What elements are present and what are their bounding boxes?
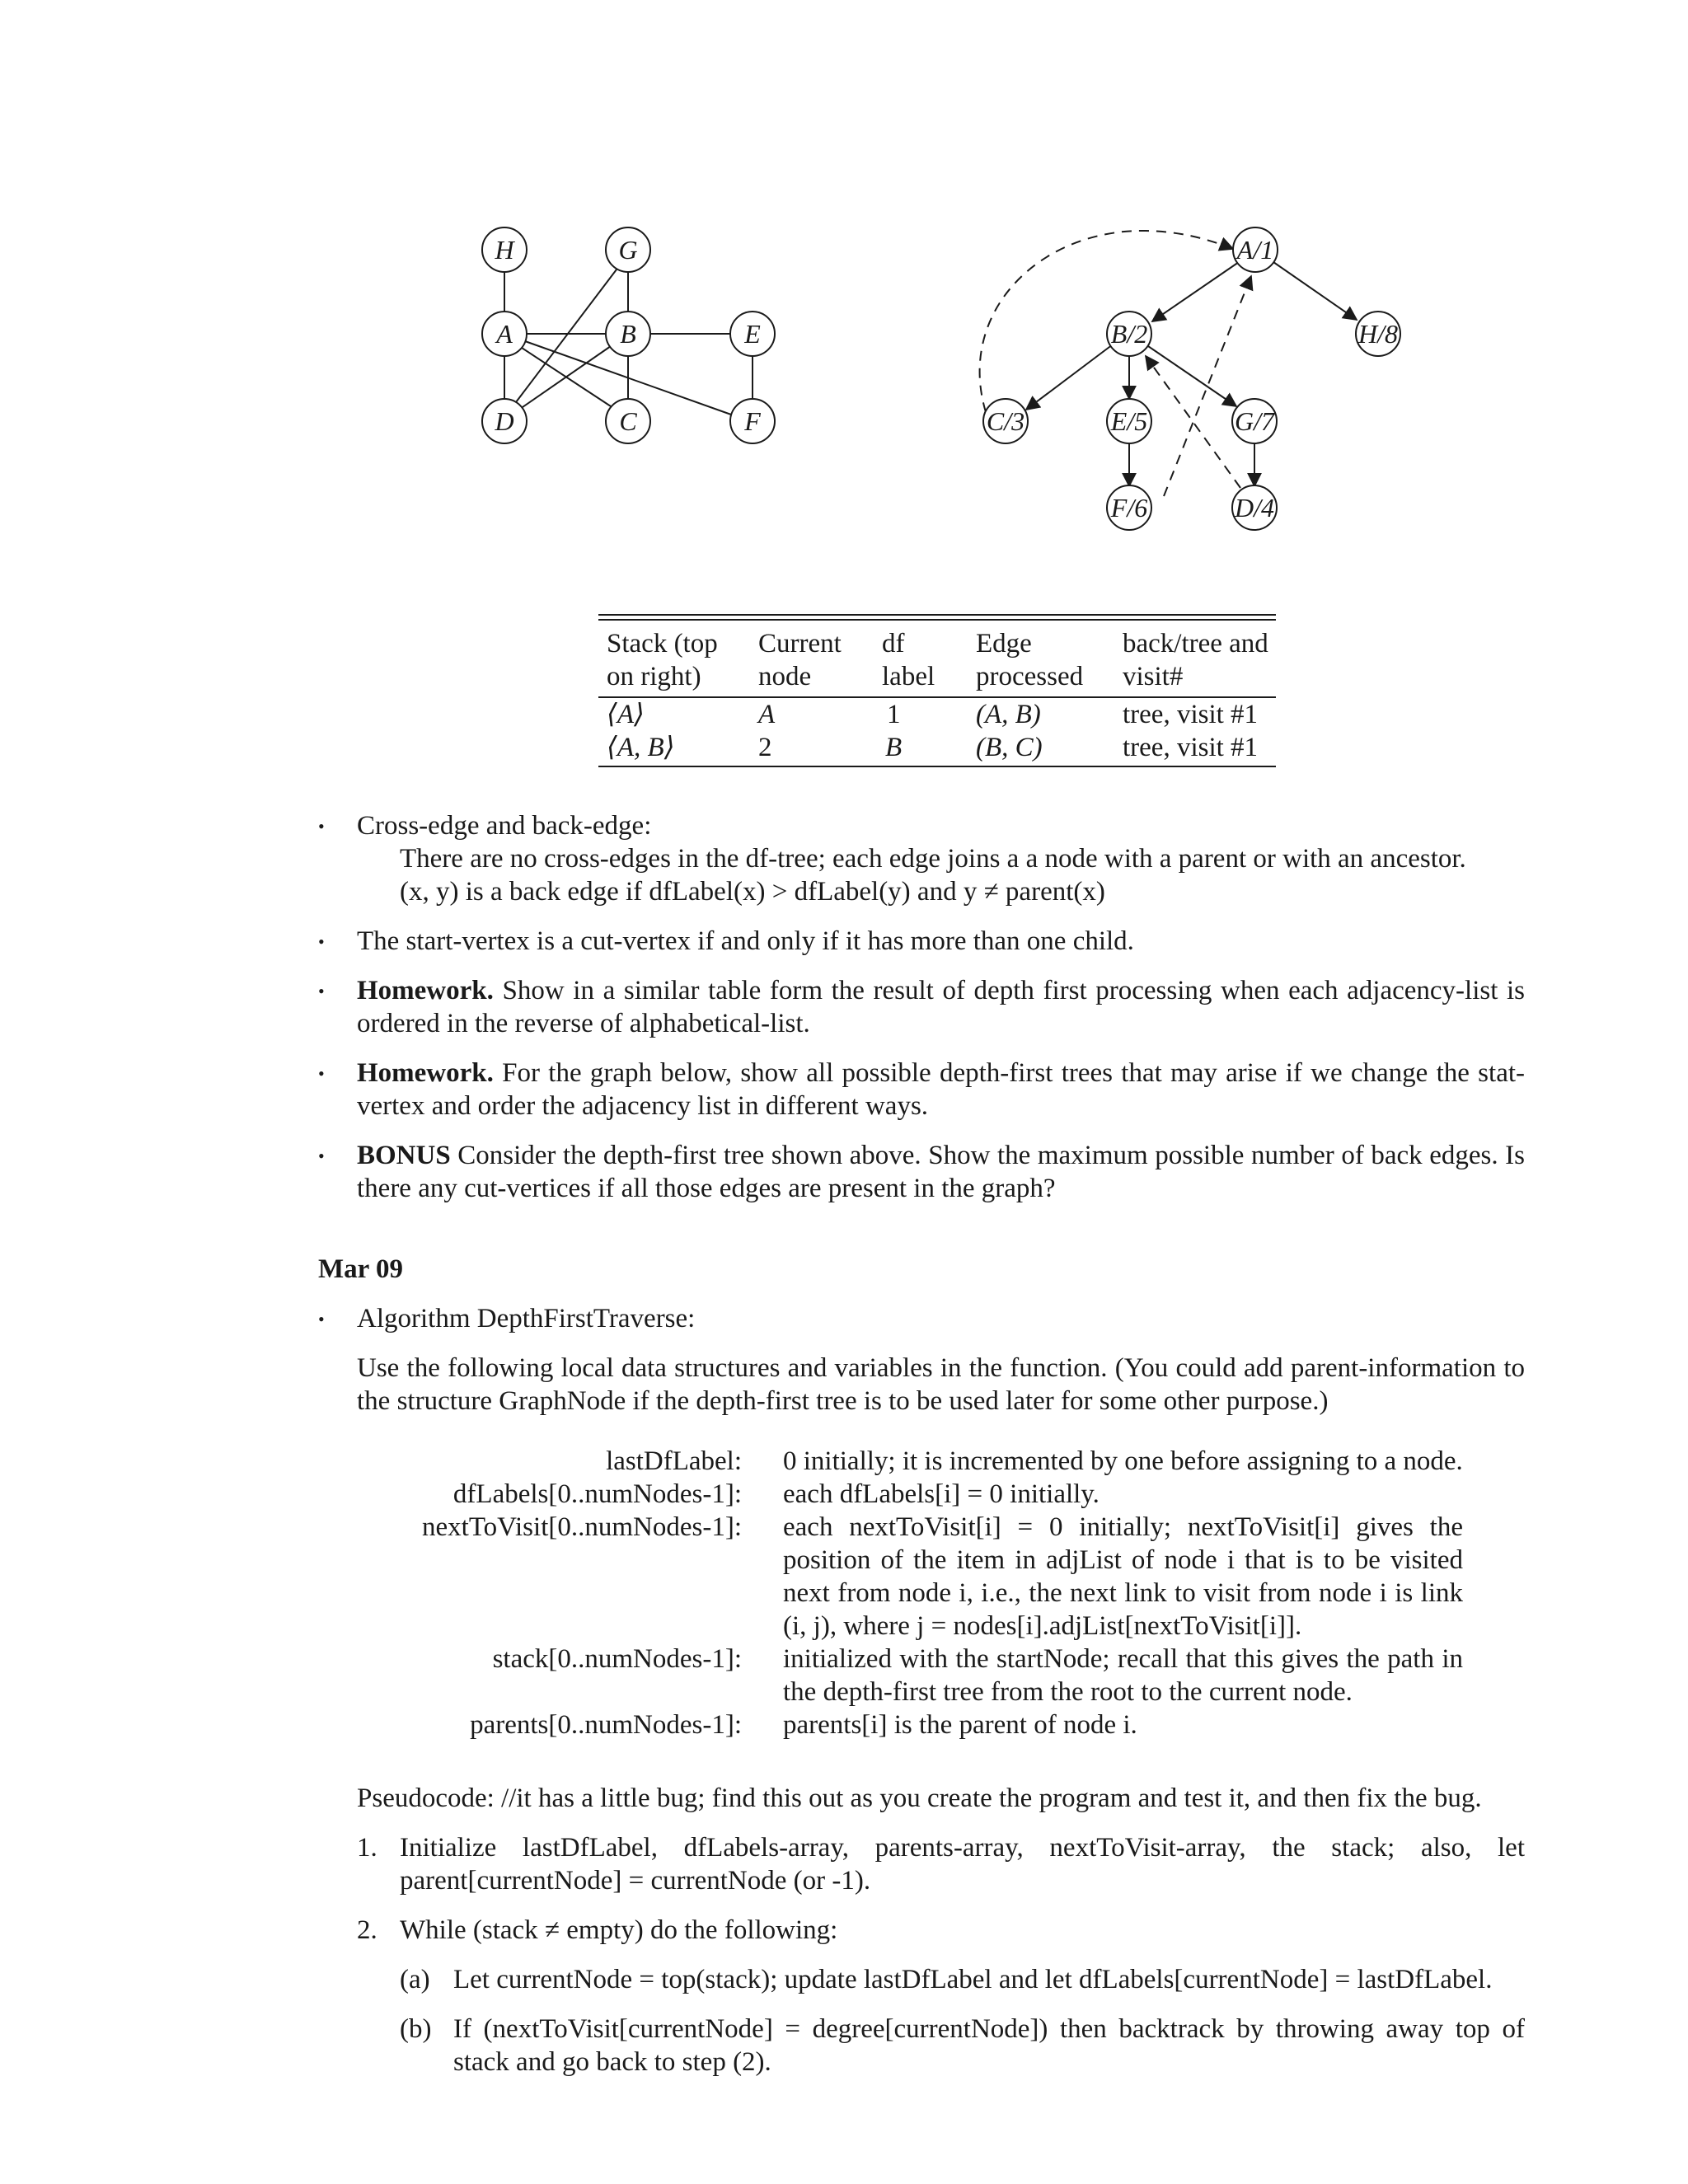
var-name-lastDfLabel: lastDfLabel: bbox=[606, 1446, 742, 1476]
cross-edge-line2: (x, y) is a back edge if dfLabel(x) > dfLabel(y) and y ≠ parent(x) bbox=[400, 877, 1105, 907]
tree-node-C3 bbox=[983, 399, 1028, 443]
svg-text:C: C bbox=[619, 406, 637, 436]
tree-node-E5 bbox=[1107, 399, 1151, 443]
tree-edge-A-H bbox=[1273, 262, 1357, 320]
bonus-label: BONUS bbox=[357, 1141, 451, 1170]
header-current-2: node bbox=[758, 662, 812, 691]
header-stack-2: on right) bbox=[607, 662, 701, 691]
svg-text:A: A bbox=[496, 319, 513, 349]
homework2-label: Homework. bbox=[357, 1058, 494, 1088]
svg-text:E/5: E/5 bbox=[1110, 406, 1148, 436]
svg-text:F: F bbox=[744, 406, 761, 436]
step2a-text: Let currentNode = top(stack); update lastDfLabel and let dfLabels[currentNode] = lastDfLabel. bbox=[453, 1965, 1493, 1994]
var-desc-stack: initialized with the startNode; recall that this gives the path in the depth-first tree from the root to the current node. bbox=[783, 1644, 1463, 1707]
homework1-label: Homework. bbox=[357, 976, 494, 1005]
node-F bbox=[730, 399, 775, 443]
var-name-nextToVisit: nextToVisit[0..numNodes-1]: bbox=[422, 1512, 742, 1542]
step1-number: 1. bbox=[357, 1833, 377, 1863]
svg-text:B: B bbox=[620, 319, 636, 349]
bullet-dot: • bbox=[318, 1146, 325, 1166]
svg-text:F/6: F/6 bbox=[1110, 493, 1148, 523]
var-name-parents: parents[0..numNodes-1]: bbox=[470, 1710, 742, 1740]
bullet-dot: • bbox=[318, 816, 325, 837]
svg-text:A/1: A/1 bbox=[1236, 235, 1274, 265]
node-A bbox=[482, 312, 527, 356]
node-E bbox=[730, 312, 775, 356]
node-D bbox=[482, 399, 527, 443]
homework2-text: For the graph below, show all possible depth-first trees that may arise if we change the stat-vertex and order the adjacency list in different ways. bbox=[357, 1058, 1526, 1121]
header-df-2: label bbox=[882, 662, 935, 691]
node-B bbox=[606, 312, 650, 356]
step2b-text: If (nextToVisit[currentNode] = degree[currentNode]) then backtrack by throwing away top of stack and go back to step (2). bbox=[453, 2014, 1525, 2077]
table-cell: A bbox=[758, 700, 776, 729]
var-desc-lastDfLabel: 0 initially; it is incremented by one before assigning to a node. bbox=[783, 1446, 1463, 1476]
depth-first-tree bbox=[964, 214, 1426, 536]
svg-text:G: G bbox=[618, 235, 638, 265]
bullet-dot: • bbox=[318, 1309, 325, 1329]
tree-node-G7 bbox=[1232, 399, 1277, 443]
homework2-paragraph bbox=[357, 1057, 1525, 1122]
header-edge-2: processed bbox=[976, 662, 1084, 691]
tree-node-F6 bbox=[1107, 485, 1151, 530]
svg-text:E: E bbox=[744, 319, 761, 349]
cross-edge-line1: There are no cross-edges in the df-tree; each edge joins a a node with a parent or with an ancestor. bbox=[400, 844, 1466, 874]
back-edge-C-A bbox=[980, 231, 1233, 412]
undirected-graph bbox=[462, 223, 808, 445]
section-heading: Mar 09 bbox=[318, 1254, 403, 1284]
svg-text:H: H bbox=[495, 235, 514, 265]
table-cell: tree, visit #1 bbox=[1123, 700, 1259, 729]
header-df-1: df bbox=[882, 629, 905, 658]
tree-node-A1 bbox=[1233, 227, 1278, 272]
start-vertex-text: The start-vertex is a cut-vertex if and only if it has more than one child. bbox=[357, 926, 1134, 956]
tree-node-D4 bbox=[1232, 485, 1277, 530]
header-stack-1: Stack (top bbox=[607, 629, 718, 658]
var-desc-dfLabels: each dfLabels[i] = 0 initially. bbox=[783, 1479, 1100, 1509]
bonus-paragraph bbox=[357, 1139, 1525, 1205]
bullet-dot: • bbox=[318, 981, 325, 1001]
var-name-dfLabels: dfLabels[0..numNodes-1]: bbox=[452, 1479, 742, 1509]
svg-text:H/8: H/8 bbox=[1358, 319, 1398, 349]
header-backtree-1: back/tree and bbox=[1123, 629, 1268, 658]
svg-text:B/2: B/2 bbox=[1110, 319, 1148, 349]
svg-text:G/7: G/7 bbox=[1235, 406, 1274, 436]
var-desc-parents: parents[i] is the parent of node i. bbox=[783, 1710, 1137, 1740]
bonus-text: Consider the depth-first tree shown above. Show the maximum possible number of back edges. Is there any cut-vertices if all those edges are present in the graph? bbox=[357, 1141, 1525, 1203]
node-C bbox=[606, 399, 650, 443]
cross-edge-title: Cross-edge and back-edge: bbox=[357, 811, 652, 841]
tree-edge-B-C bbox=[1026, 344, 1113, 410]
var-desc-nextToVisit: each nextToVisit[i] = 0 initially; nextToVisit[i] gives the position of the item in adjList of node i that is to be visited next from node i, i.e., the next link to visit from node i is link (i, j), where j = nodes[i].adjList[nextToVisit[i]]. bbox=[783, 1512, 1463, 1641]
header-edge-1: Edge bbox=[976, 629, 1032, 658]
algorithm-title: Algorithm DepthFirstTraverse: bbox=[357, 1304, 696, 1333]
tree-node-B2 bbox=[1107, 312, 1151, 356]
svg-text:D: D bbox=[495, 406, 514, 436]
step2a-number: (a) bbox=[400, 1965, 430, 1994]
bullet-dot: • bbox=[318, 931, 325, 952]
node-H bbox=[482, 227, 527, 272]
table-cell: ⟨A⟩ bbox=[607, 700, 645, 729]
intro-paragraph: Use the following local data structures and variables in the function. (You could add parent-information to the structure GraphNode if the depth-first tree is to be used later for some other purpose.) bbox=[357, 1353, 1525, 1416]
tree-edge-A-B bbox=[1152, 262, 1239, 321]
tree-node-H8 bbox=[1356, 312, 1400, 356]
homework1-text: Show in a similar table form the result of depth first processing when each adjacency-list is ordered in the reverse of alphabetical-list. bbox=[357, 976, 1526, 1038]
var-name-stack: stack[0..numNodes-1]: bbox=[492, 1644, 742, 1674]
step2b-number: (b) bbox=[400, 2014, 432, 2044]
svg-text:D/4: D/4 bbox=[1235, 493, 1274, 523]
edge-G-D bbox=[516, 269, 617, 402]
table-cell: (B, C) bbox=[976, 733, 1043, 762]
table-cell: ⟨A, B⟩ bbox=[607, 733, 675, 762]
table-cell: tree, visit #1 bbox=[1123, 733, 1259, 762]
table-cell: B bbox=[885, 733, 903, 762]
tree-edge-B-G bbox=[1148, 346, 1236, 406]
step2-text: While (stack ≠ empty) do the following: bbox=[400, 1915, 838, 1945]
node-G bbox=[606, 227, 650, 272]
svg-text:C/3: C/3 bbox=[986, 406, 1025, 436]
header-current-1: Current bbox=[758, 629, 842, 658]
table-cell: (A, B) bbox=[976, 700, 1041, 729]
header-backtree-2: visit# bbox=[1123, 662, 1184, 691]
table-cell: 2 bbox=[758, 733, 772, 762]
pseudocode-intro: Pseudocode: //it has a little bug; find this out as you create the program and test it, and then fix the bug. bbox=[357, 1783, 1482, 1813]
step1-text: Initialize lastDfLabel, dfLabels-array, parents-array, nextToVisit-array, the stack; also, let parent[currentNode] = currentNode (or -1). bbox=[400, 1833, 1525, 1896]
bullet-dot: • bbox=[318, 1063, 325, 1084]
step2-number: 2. bbox=[357, 1915, 377, 1945]
table-cell: 1 bbox=[887, 700, 901, 729]
homework1-paragraph bbox=[357, 974, 1525, 1040]
